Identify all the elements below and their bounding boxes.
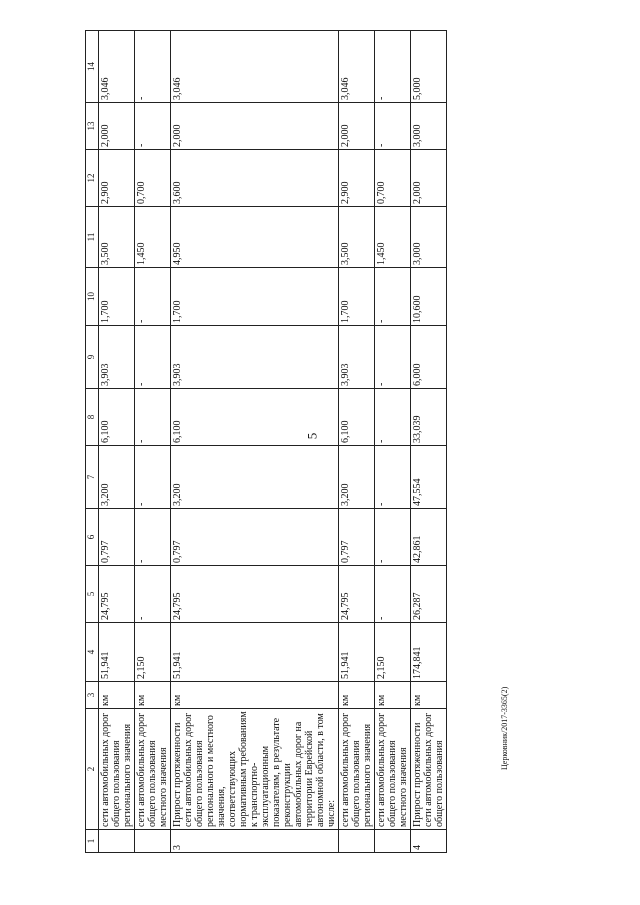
- table-cell: 2,900: [339, 150, 375, 207]
- document-stamp: Церковник/2017-3365(2): [500, 686, 509, 770]
- table-cell: 6,000: [411, 326, 447, 389]
- table-cell: Прирост протяженности сети автомобильных дорог общего пользования: [411, 709, 447, 830]
- table-cell: -: [135, 389, 171, 446]
- header-cell: 1: [86, 830, 99, 853]
- table-cell: км: [135, 682, 171, 709]
- table-cell: 0,797: [339, 509, 375, 566]
- table-cell: 3,903: [99, 326, 135, 389]
- header-cell: 2: [86, 709, 99, 830]
- table-cell: 3,903: [171, 326, 339, 389]
- table-row: [375, 31, 411, 853]
- table-cell: 1,700: [171, 268, 339, 326]
- table-cell: 2,000: [339, 103, 375, 150]
- header-cell: 9: [86, 326, 99, 389]
- header-cell: 11: [86, 207, 99, 268]
- table-cell: 1,700: [339, 268, 375, 326]
- table-cell: 3,046: [339, 31, 375, 103]
- table-cell: сети автомобильных дорог общего пользования регионального значения: [99, 709, 135, 830]
- table-row: [411, 31, 447, 853]
- table-cell: -: [375, 566, 411, 623]
- table-cell: -: [135, 268, 171, 326]
- table-cell: 0,700: [135, 150, 171, 207]
- table-cell: 24,795: [99, 566, 135, 623]
- table-cell: 1,450: [375, 207, 411, 268]
- table-cell: 1,700: [99, 268, 135, 326]
- table-cell: 3,200: [171, 446, 339, 509]
- table-cell: 24,795: [171, 566, 339, 623]
- table-rotated-container: [85, 33, 537, 853]
- table-cell: 42,861: [411, 509, 447, 566]
- table-cell: 2,000: [411, 150, 447, 207]
- table-cell: км: [375, 682, 411, 709]
- table-cell: -: [375, 326, 411, 389]
- table-cell: 0,797: [99, 509, 135, 566]
- table-cell: 3,046: [99, 31, 135, 103]
- table-cell: 6,100: [171, 389, 339, 446]
- header-row: [86, 31, 99, 853]
- header-cell: 3: [86, 682, 99, 709]
- table-cell: 3,500: [99, 207, 135, 268]
- table-cell: -: [375, 103, 411, 150]
- table-cell: 3,903: [339, 326, 375, 389]
- table-row: [171, 31, 339, 853]
- table-cell: 4: [411, 830, 447, 853]
- table-cell: [375, 830, 411, 853]
- table-cell: 6,100: [99, 389, 135, 446]
- table-cell: [99, 830, 135, 853]
- table-row: [99, 31, 135, 853]
- table-cell: сети автомобильных дорог общего пользования местного значения: [135, 709, 171, 830]
- table-cell: 3,500: [339, 207, 375, 268]
- table-cell: 3,046: [171, 31, 339, 103]
- table-cell: 33,039: [411, 389, 447, 446]
- table-cell: 2,150: [375, 623, 411, 682]
- table-cell: 24,795: [339, 566, 375, 623]
- table-cell: 51,941: [171, 623, 339, 682]
- table-cell: км: [99, 682, 135, 709]
- table-cell: -: [135, 446, 171, 509]
- table-row: [339, 31, 375, 853]
- page-number: 5: [304, 432, 320, 440]
- table-cell: 4,950: [171, 207, 339, 268]
- table-cell: -: [375, 268, 411, 326]
- table-cell: 3: [171, 830, 339, 853]
- header-cell: 14: [86, 31, 99, 103]
- table-cell: -: [135, 566, 171, 623]
- data-table: [85, 30, 447, 853]
- table-cell: 0,797: [171, 509, 339, 566]
- table-cell: 2,000: [99, 103, 135, 150]
- table-cell: км: [171, 682, 339, 709]
- header-cell: 13: [86, 103, 99, 150]
- table-cell: -: [375, 389, 411, 446]
- table-cell: Прирост протяженности сети автомобильных дорог общего пользования регионального и местного значения, соответствующих нормативным требованиям к транспортно-эксплуатационным показателям, в результате реконструкции автомобильных дорог на территории Еврейской автономной области, в том числе:: [171, 709, 339, 830]
- table-cell: [339, 830, 375, 853]
- table-cell: 2,150: [135, 623, 171, 682]
- table-cell: 3,600: [171, 150, 339, 207]
- table-cell: 1,450: [135, 207, 171, 268]
- table-cell: сети автомобильных дорог общего пользования регионального значения: [339, 709, 375, 830]
- table-cell: -: [375, 446, 411, 509]
- table-cell: 47,554: [411, 446, 447, 509]
- table-cell: 2,900: [99, 150, 135, 207]
- table-cell: -: [135, 326, 171, 389]
- table-cell: 2,000: [171, 103, 339, 150]
- table-cell: -: [375, 31, 411, 103]
- table-cell: 6,100: [339, 389, 375, 446]
- header-cell: 12: [86, 150, 99, 207]
- header-cell: 4: [86, 623, 99, 682]
- header-cell: 8: [86, 389, 99, 446]
- table-row: [135, 31, 171, 853]
- table-cell: -: [135, 103, 171, 150]
- table-cell: [135, 830, 171, 853]
- table-cell: 0,700: [375, 150, 411, 207]
- table-cell: 3,000: [411, 103, 447, 150]
- header-cell: 10: [86, 268, 99, 326]
- table-cell: -: [375, 509, 411, 566]
- table-cell: 3,200: [99, 446, 135, 509]
- table-cell: 10,600: [411, 268, 447, 326]
- table-cell: -: [135, 509, 171, 566]
- header-cell: 7: [86, 446, 99, 509]
- header-cell: 6: [86, 509, 99, 566]
- table-cell: 174,841: [411, 623, 447, 682]
- table-cell: 26,287: [411, 566, 447, 623]
- header-cell: 5: [86, 566, 99, 623]
- table-cell: 51,941: [339, 623, 375, 682]
- table-cell: -: [135, 31, 171, 103]
- table-cell: км: [411, 682, 447, 709]
- table-cell: сети автомобильных дорог общего пользования местного значения: [375, 709, 411, 830]
- table-cell: 5,000: [411, 31, 447, 103]
- table-cell: 51,941: [99, 623, 135, 682]
- table-cell: 3,200: [339, 446, 375, 509]
- table-cell: км: [339, 682, 375, 709]
- table-cell: 3,000: [411, 207, 447, 268]
